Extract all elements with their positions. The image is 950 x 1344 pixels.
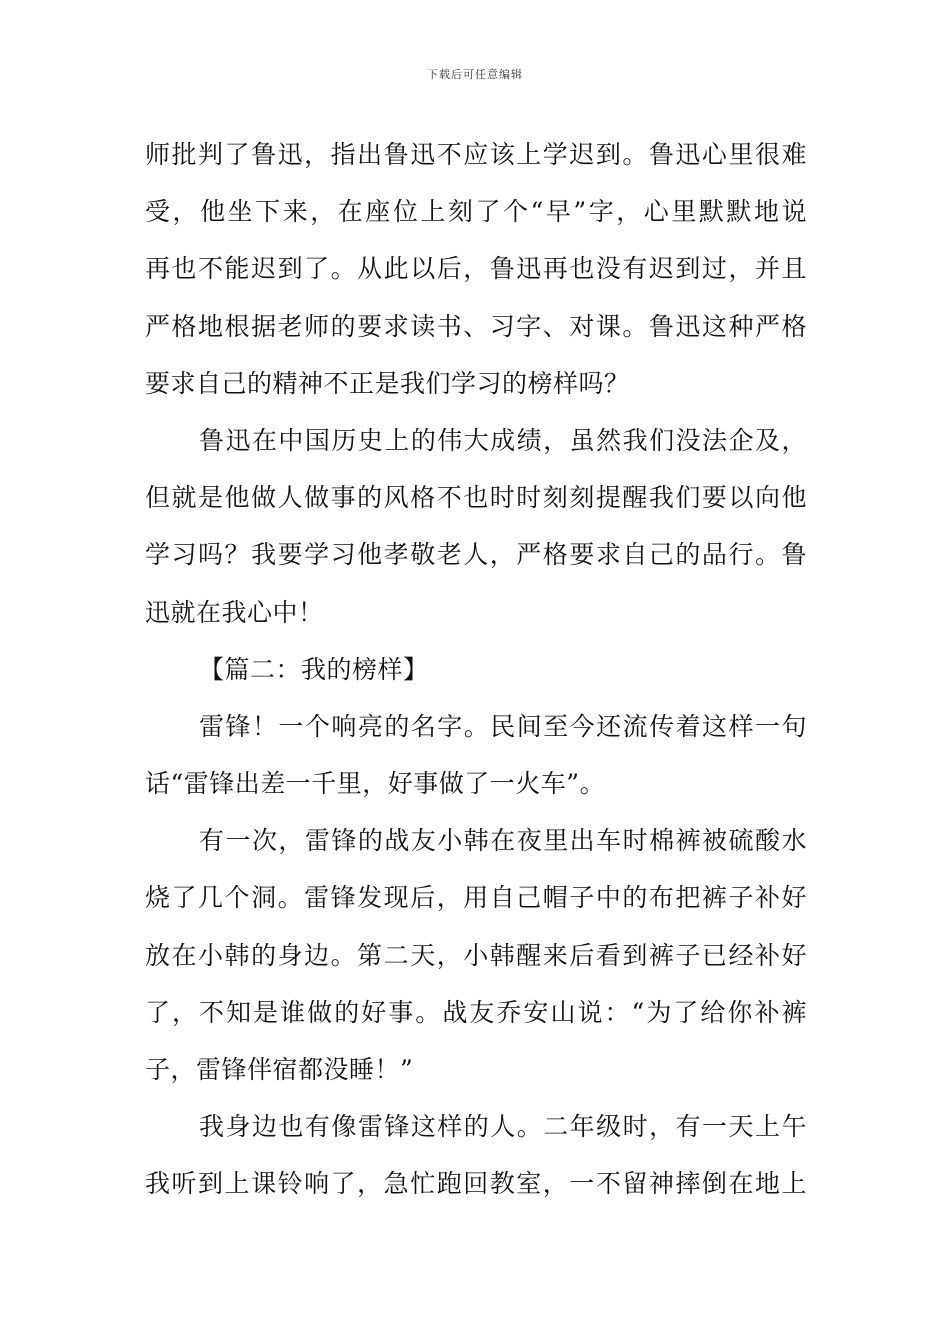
text-line: 子，雷锋伴宿都没睡！” — [145, 1055, 414, 1084]
text-line: 鲁迅在中国历史上的伟大成绩，虽然我们没法企及， — [199, 425, 807, 455]
text-line: 我身边也有像雷锋这样的人。二年级时，有一天上午 — [199, 1112, 807, 1142]
text-line: 我听到上课铃响了，急忙跑回教室，一不留神摔倒在地上 — [145, 1169, 807, 1199]
text-line: 迅就在我心中！ — [145, 597, 324, 627]
text-line: 再也不能迟到了。从此以后，鲁迅再也没有迟到过，并且 — [145, 254, 807, 284]
text-line: 放在小韩的身边。第二天，小韩醒来后看到裤子已经补好 — [145, 940, 807, 970]
text-line: 学习吗？我要学习他孝敬老人，严格要求自己的品行。鲁 — [145, 540, 807, 570]
document-body — [145, 126, 807, 1213]
text-line: 了，不知是谁做的好事。战友乔安山说：“为了给你补裤 — [145, 997, 807, 1027]
text-line: 要求自己的精神不正是我们学习的榜样吗？ — [145, 368, 630, 398]
text-line: 但就是他做人做事的风格不也时时刻刻提醒我们要以向他 — [145, 483, 807, 513]
text-line: 师批判了鲁迅，指出鲁迅不应该上学迟到。鲁迅心里很难 — [145, 140, 807, 169]
section-heading: 【篇二：我的榜样】 — [199, 654, 429, 684]
text-line: 烧了几个洞。雷锋发现后，用自己帽子中的布把裤子补好 — [145, 883, 807, 913]
text-line: 雷锋！一个响亮的名字。民间至今还流传着这样一句 — [199, 711, 807, 741]
text-line: 受，他坐下来，在座位上刻了个“早”字，心里默默地说 — [145, 197, 807, 227]
text-line: 有一次，雷锋的战友小韩在夜里出车时棉裤被硫酸水 — [199, 826, 807, 856]
page-header-note: 下载后可任意编辑 — [427, 68, 523, 81]
text-line: 严格地根据老师的要求读书、习字、对课。鲁迅这种严格 — [145, 311, 807, 341]
text-line: 话“雷锋出差一千里，好事做了一火车”。 — [145, 769, 606, 799]
